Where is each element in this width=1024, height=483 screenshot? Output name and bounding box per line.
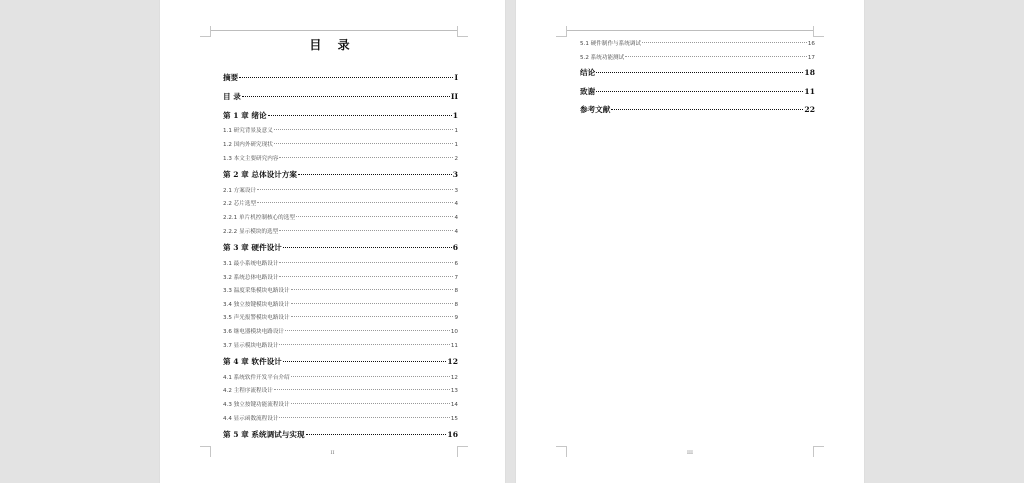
toc-dot-leader bbox=[279, 262, 453, 263]
toc-entry-label: 致谢 bbox=[580, 87, 596, 96]
toc-dot-leader bbox=[306, 434, 447, 435]
toc-dot-leader bbox=[296, 216, 453, 217]
toc-dot-leader bbox=[279, 344, 449, 345]
toc-dot-leader bbox=[279, 417, 449, 418]
toc-section-entry[interactable] bbox=[223, 373, 458, 381]
toc-dot-leader bbox=[279, 157, 453, 158]
toc-page-number: 11 bbox=[804, 87, 815, 96]
toc-dot-leader bbox=[291, 303, 454, 304]
toc-section-entry[interactable] bbox=[223, 414, 458, 422]
toc-entry-label: 1.3 本文主要研究内容 bbox=[223, 156, 279, 162]
toc-entry-label: 2.2.1 单片机控制核心的选型 bbox=[223, 215, 295, 221]
toc-page-number: 16 bbox=[447, 430, 458, 439]
toc-dot-leader bbox=[298, 174, 452, 175]
toc-page-number: 8 bbox=[454, 302, 458, 308]
toc-page-number: 12 bbox=[450, 375, 458, 381]
toc-page-number: 1 bbox=[454, 128, 458, 134]
toc-section-entry[interactable] bbox=[223, 341, 458, 349]
toc-dot-leader bbox=[596, 91, 803, 92]
toc-chapter-entry[interactable] bbox=[223, 110, 458, 121]
toc-entry-label: 目 录 bbox=[223, 92, 241, 101]
toc-entry-label: 摘要 bbox=[223, 73, 239, 82]
toc-page-number: 17 bbox=[807, 55, 815, 61]
toc-dot-leader bbox=[274, 129, 454, 130]
toc-dot-leader bbox=[283, 247, 452, 248]
table-of-contents bbox=[223, 0, 458, 483]
toc-page-number: 4 bbox=[454, 229, 458, 235]
toc-page-number: 16 bbox=[807, 41, 815, 47]
toc-section-entry[interactable] bbox=[223, 126, 458, 134]
toc-page-number: II bbox=[450, 92, 458, 101]
toc-entry-label: 1.1 研究背景及意义 bbox=[223, 128, 273, 134]
toc-entry-label: 3.4 独立按键模块电路设计 bbox=[223, 302, 290, 308]
toc-entry-label: 3.3 温度采集模块电路设计 bbox=[223, 288, 290, 294]
toc-title: 目 录 bbox=[309, 38, 356, 52]
toc-dot-leader bbox=[279, 230, 453, 231]
toc-dot-leader bbox=[283, 361, 447, 362]
toc-section-entry[interactable] bbox=[223, 313, 458, 321]
toc-dot-leader bbox=[611, 109, 803, 110]
toc-entry-label: 第 1 章 绪论 bbox=[223, 111, 267, 120]
footer-page-number: II bbox=[330, 450, 335, 456]
toc-section-entry[interactable] bbox=[223, 186, 458, 194]
margin-corner-mark bbox=[556, 26, 567, 37]
toc-entry-label: 3.5 声光报警模块电路设计 bbox=[223, 315, 290, 321]
toc-page-number: 4 bbox=[454, 201, 458, 207]
toc-dot-leader bbox=[274, 389, 450, 390]
toc-page-number: 6 bbox=[454, 261, 458, 267]
toc-page-number: 10 bbox=[450, 329, 458, 335]
toc-section-entry[interactable] bbox=[223, 199, 458, 207]
toc-entry-label: 4.4 显示函数流程设计 bbox=[223, 416, 279, 422]
toc-section-entry[interactable] bbox=[223, 286, 458, 294]
table-of-contents-continued bbox=[580, 0, 815, 483]
toc-dot-leader bbox=[268, 115, 452, 116]
toc-dot-leader bbox=[642, 42, 807, 43]
toc-entry-label: 5.2 系统功能测试 bbox=[580, 55, 625, 61]
toc-entry-label: 结论 bbox=[580, 68, 596, 77]
toc-section-entry[interactable] bbox=[223, 300, 458, 308]
toc-dot-leader bbox=[596, 72, 803, 73]
toc-section-entry[interactable] bbox=[580, 53, 815, 61]
toc-dot-leader bbox=[625, 56, 807, 57]
toc-dot-leader bbox=[257, 189, 453, 190]
toc-entry-label: 参考文献 bbox=[580, 105, 611, 114]
toc-entry-label: 3.2 系统总体电路设计 bbox=[223, 275, 279, 281]
toc-entry-label: 2.2 芯片选型 bbox=[223, 201, 257, 207]
toc-dot-leader bbox=[274, 143, 454, 144]
toc-dot-leader bbox=[291, 316, 454, 317]
toc-chapter-entry[interactable] bbox=[223, 356, 458, 367]
toc-dot-leader bbox=[257, 202, 453, 203]
toc-section-entry[interactable] bbox=[223, 386, 458, 394]
toc-page-number: 18 bbox=[804, 68, 815, 77]
toc-page-number: 12 bbox=[447, 357, 458, 366]
toc-entry-label: 3.1 最小系统电路设计 bbox=[223, 261, 279, 267]
toc-chapter-entry[interactable] bbox=[223, 242, 458, 253]
toc-page-number: 4 bbox=[454, 215, 458, 221]
toc-page-number: 11 bbox=[450, 343, 458, 349]
toc-page-number: 13 bbox=[450, 388, 458, 394]
toc-section-entry[interactable] bbox=[223, 259, 458, 267]
toc-chapter-entry[interactable] bbox=[580, 67, 815, 78]
toc-page-number: 9 bbox=[454, 315, 458, 321]
toc-section-entry[interactable] bbox=[223, 213, 458, 221]
toc-entry-label: 第 4 章 软件设计 bbox=[223, 357, 282, 366]
toc-dot-leader bbox=[291, 403, 450, 404]
toc-page-number: I bbox=[454, 73, 458, 82]
toc-entry-label: 1.2 国内外研究现状 bbox=[223, 142, 273, 148]
toc-section-entry[interactable] bbox=[223, 273, 458, 281]
toc-entry-label: 第 3 章 硬件设计 bbox=[223, 243, 282, 252]
toc-page-number: 8 bbox=[454, 288, 458, 294]
toc-section-entry[interactable] bbox=[223, 154, 458, 162]
toc-section-entry[interactable] bbox=[580, 39, 815, 47]
toc-page-number: 3 bbox=[454, 188, 458, 194]
toc-entry-label: 2.1 方案设计 bbox=[223, 188, 257, 194]
toc-chapter-entry[interactable] bbox=[223, 429, 458, 440]
toc-page-number: 1 bbox=[454, 142, 458, 148]
toc-dot-leader bbox=[285, 330, 450, 331]
toc-chapter-entry[interactable] bbox=[223, 72, 458, 83]
toc-section-entry[interactable] bbox=[223, 227, 458, 235]
toc-entry-label: 2.2.2 显示模块的选型 bbox=[223, 229, 279, 235]
document-page-1 bbox=[160, 0, 505, 483]
toc-page-number: 1 bbox=[452, 111, 458, 120]
toc-page-number: 2 bbox=[454, 156, 458, 162]
toc-entry-label: 4.1 系统软件开发平台介绍 bbox=[223, 375, 290, 381]
toc-page-number: 6 bbox=[452, 243, 458, 252]
toc-section-entry[interactable] bbox=[223, 140, 458, 148]
toc-page-number: 15 bbox=[450, 416, 458, 422]
toc-entry-label: 3.6 继电器模块电路设计 bbox=[223, 329, 285, 335]
toc-entry-label: 3.7 显示模块电路设计 bbox=[223, 343, 279, 349]
toc-dot-leader bbox=[239, 77, 453, 78]
toc-section-entry[interactable] bbox=[223, 400, 458, 408]
toc-chapter-entry[interactable] bbox=[580, 86, 815, 97]
toc-entry-label: 4.2 主程序流程设计 bbox=[223, 388, 273, 394]
toc-chapter-entry[interactable] bbox=[223, 169, 458, 180]
document-page-2 bbox=[516, 0, 864, 483]
toc-dot-leader bbox=[291, 376, 450, 377]
toc-page-number: 7 bbox=[454, 275, 458, 281]
toc-chapter-entry[interactable] bbox=[580, 104, 815, 115]
toc-entry-label: 5.1 硬件制作与系统调试 bbox=[580, 41, 642, 47]
toc-section-entry[interactable] bbox=[223, 327, 458, 335]
toc-page-number: 14 bbox=[450, 402, 458, 408]
toc-chapter-entry[interactable] bbox=[223, 91, 458, 102]
toc-page-number: 3 bbox=[452, 170, 458, 179]
toc-dot-leader bbox=[242, 96, 450, 97]
footer-page-number: III bbox=[687, 450, 693, 456]
toc-dot-leader bbox=[279, 276, 453, 277]
toc-entry-label: 第 5 章 系统调试与实现 bbox=[223, 430, 305, 439]
toc-entry-label: 第 2 章 总体设计方案 bbox=[223, 170, 297, 179]
toc-entry-label: 4.3 独立按键功能流程设计 bbox=[223, 402, 290, 408]
toc-dot-leader bbox=[291, 289, 454, 290]
toc-page-number: 22 bbox=[804, 105, 815, 114]
